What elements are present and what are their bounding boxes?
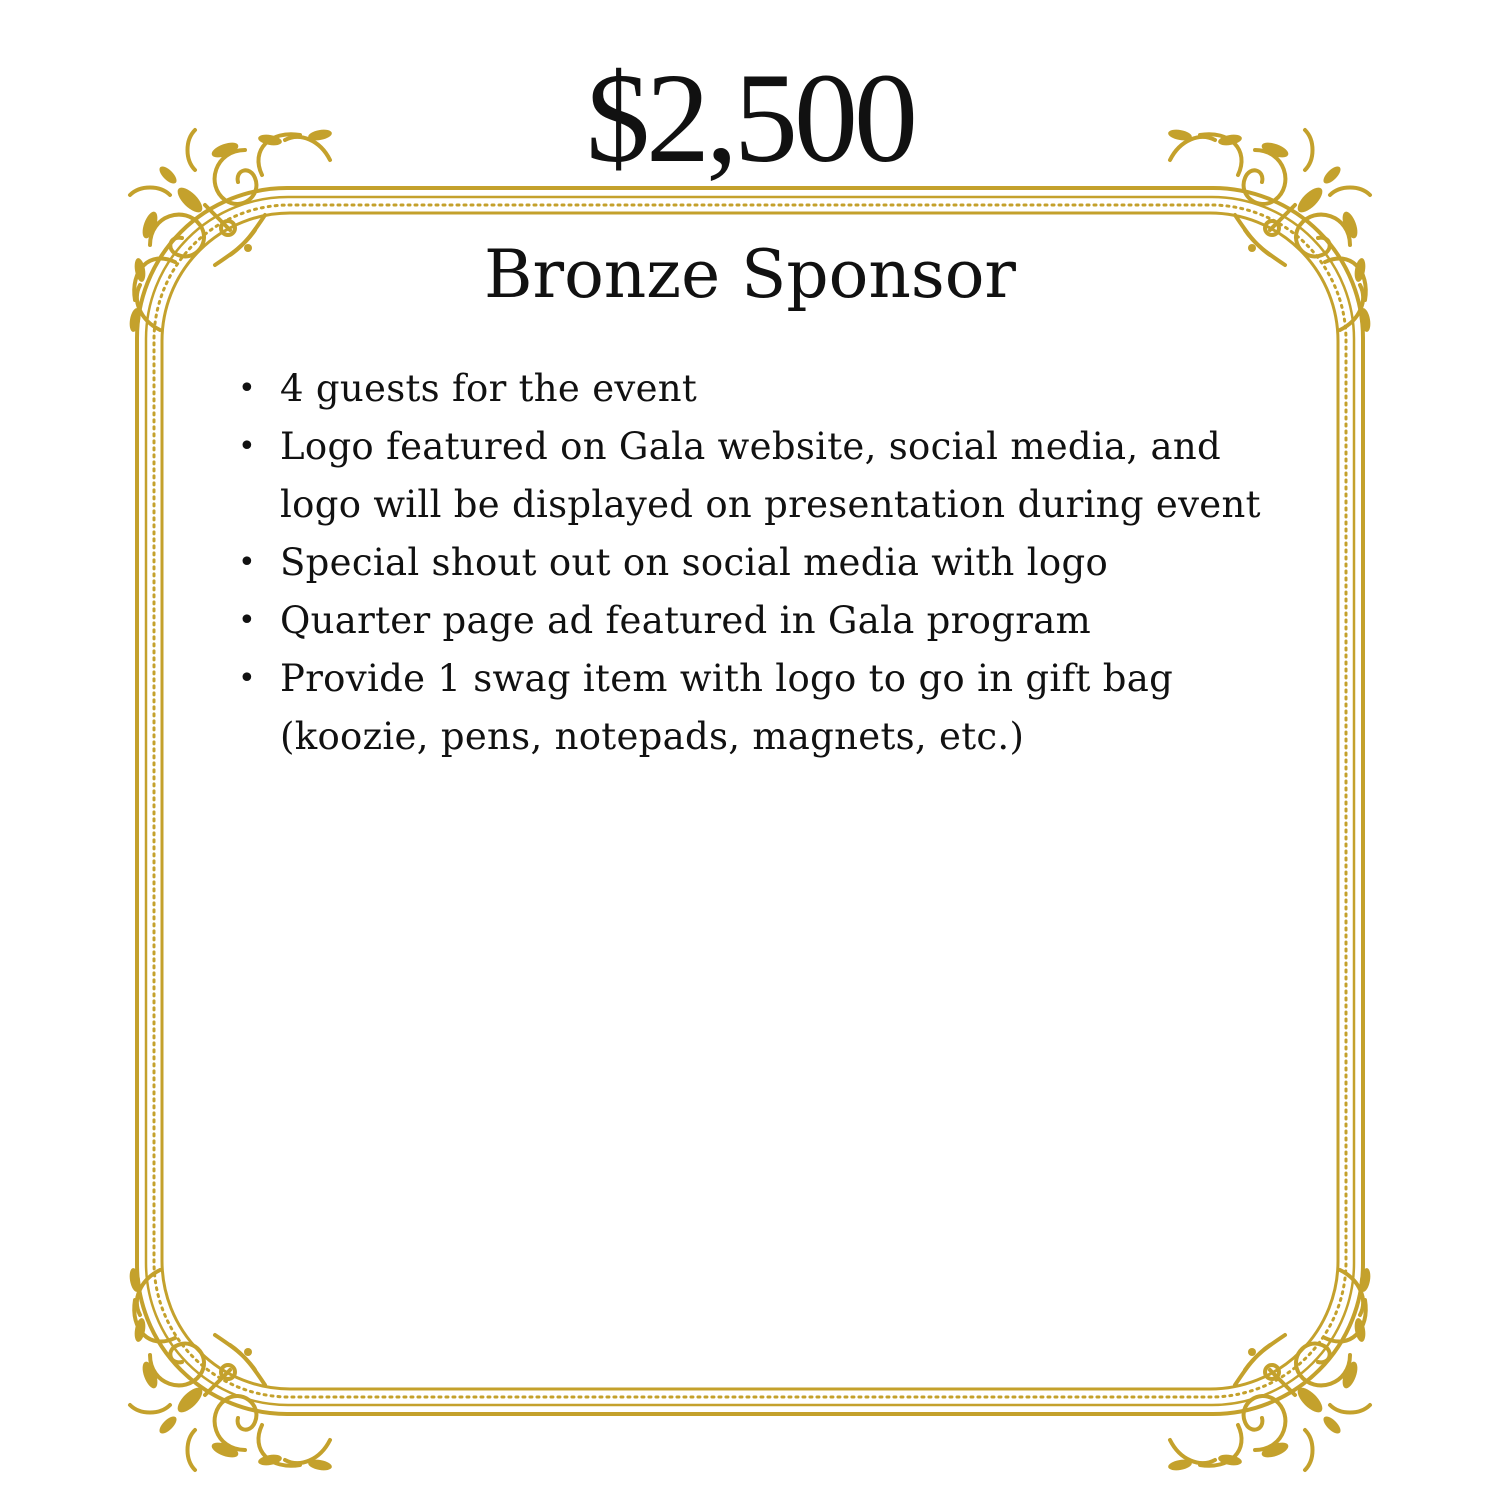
bullet-icon: • [238, 661, 256, 696]
sponsor-tier-title: Bronze Sponsor [484, 236, 1016, 313]
benefit-text: Quarter page ad featured in Gala program [280, 599, 1091, 642]
list-item [232, 534, 1302, 592]
list-item [232, 650, 1302, 766]
corner-flourish-icon [128, 128, 1372, 1472]
list-item [232, 360, 1302, 418]
list-item [232, 592, 1302, 650]
bullet-icon: • [238, 429, 256, 464]
benefit-text: Special shout out on social media with logo [280, 541, 1109, 584]
bullet-icon: • [238, 371, 256, 406]
benefit-text: Provide 1 swag item with logo to go in gift bag (koozie, pens, notepads, magnets, etc.) [280, 657, 1174, 758]
benefit-text: Logo featured on Gala website, social media, and logo will be displayed on presentation during event [280, 425, 1261, 526]
benefit-text: 4 guests for the event [280, 367, 698, 410]
price-amount: $2,500 [586, 47, 914, 189]
bullet-icon: • [238, 603, 256, 638]
list-item [232, 418, 1302, 534]
bullet-icon: • [238, 545, 256, 580]
benefits-list [232, 360, 1302, 766]
